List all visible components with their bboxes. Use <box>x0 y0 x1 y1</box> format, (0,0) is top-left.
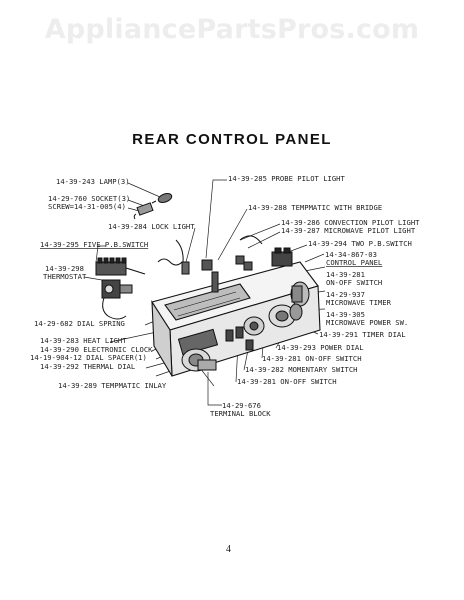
label-microwave-timer: MICROWAVE TIMER <box>326 298 391 307</box>
label-control-panel: CONTROL PANEL <box>326 258 383 267</box>
label-lamp: 14-39-243 LAMP(3) <box>56 177 130 186</box>
label-dial-spring: 14-29-682 DIAL SPRING <box>34 319 125 328</box>
label-microwave-timer-pn: 14-29-937 <box>326 290 365 299</box>
label-onoff-switch-2: 14-39-281 ON-OFF SWITCH <box>237 377 337 386</box>
label-power-dial: 14-39-293 POWER DIAL <box>277 343 364 352</box>
label-timer-dial: 14-39-291 TIMER DIAL <box>319 330 406 339</box>
label-electronic-clock: 14-39-290 ELECTRONIC CLOCK <box>40 345 153 354</box>
label-two-pb-switch: 14-39-294 TWO P.B.SWITCH <box>308 239 412 248</box>
label-socket: 14-29-760 SOCKET(3) <box>48 194 131 203</box>
label-control-panel-pn: 14-34-867-03 <box>325 250 377 259</box>
label-onoff-switch-1: 14-39-281 ON-OFF SWITCH <box>262 354 362 363</box>
label-lock-light: 14-39-284 LOCK LIGHT <box>108 222 195 231</box>
label-thermal-dial: 14-39-292 THERMAL DIAL <box>40 362 136 371</box>
label-tempmatic-bridge: 14-39-288 TEMPMATIC WITH BRIDGE <box>248 203 383 212</box>
microwave-power-switch <box>290 304 302 320</box>
label-onoff-top-pn: 14-39-281 <box>326 270 365 279</box>
label-tempmatic-inlay: 14-39-289 TEMPMATIC INLAY <box>58 381 167 390</box>
label-onoff-top: ON-OFF SWITCH <box>326 278 383 287</box>
label-microwave-power-pn: 14-39-305 <box>326 310 365 319</box>
label-probe-pilot-light: 14-39-285 PROBE PILOT LIGHT <box>228 174 345 183</box>
label-terminal-block-pn: 14-29-676 <box>222 401 261 410</box>
page-number: 4 <box>226 544 231 555</box>
label-screw: SCREW=14-31-005(4) <box>48 202 126 211</box>
power-dial <box>244 317 264 335</box>
microwave-timer <box>291 282 309 306</box>
five-push-button-switch <box>96 258 145 275</box>
terminal-block-part <box>198 360 216 370</box>
watermark: AppliancePartsPros.com <box>44 14 420 45</box>
label-momentary-switch: 14-39-282 MOMENTARY SWITCH <box>245 365 358 374</box>
label-heat-light: 14-39-283 HEAT LIGHT <box>40 336 127 345</box>
label-thermostat-pn: 14-39-298 <box>45 264 84 273</box>
label-microwave-power: MICROWAVE POWER SW. <box>326 318 409 327</box>
label-dial-spacer: 14-19-904-12 DIAL SPACER(1) <box>30 353 147 362</box>
label-convection-pilot: 14-39-286 CONVECTION PILOT LIGHT <box>281 218 420 227</box>
two-push-button-switch <box>272 248 292 266</box>
lock-light <box>158 240 189 274</box>
label-microwave-pilot: 14-39-287 MICROWAVE PILOT LIGHT <box>281 226 416 235</box>
label-thermostat: THERMOSTAT <box>43 272 87 281</box>
page-title: REAR CONTROL PANEL <box>132 131 332 148</box>
label-five-pb-switch: 14-39-295 FIVE P.B.SWITCH <box>40 240 149 249</box>
lamp <box>152 192 173 204</box>
socket <box>134 203 153 219</box>
thermostat <box>102 280 132 319</box>
label-terminal-block: TERMINAL BLOCK <box>210 409 271 418</box>
